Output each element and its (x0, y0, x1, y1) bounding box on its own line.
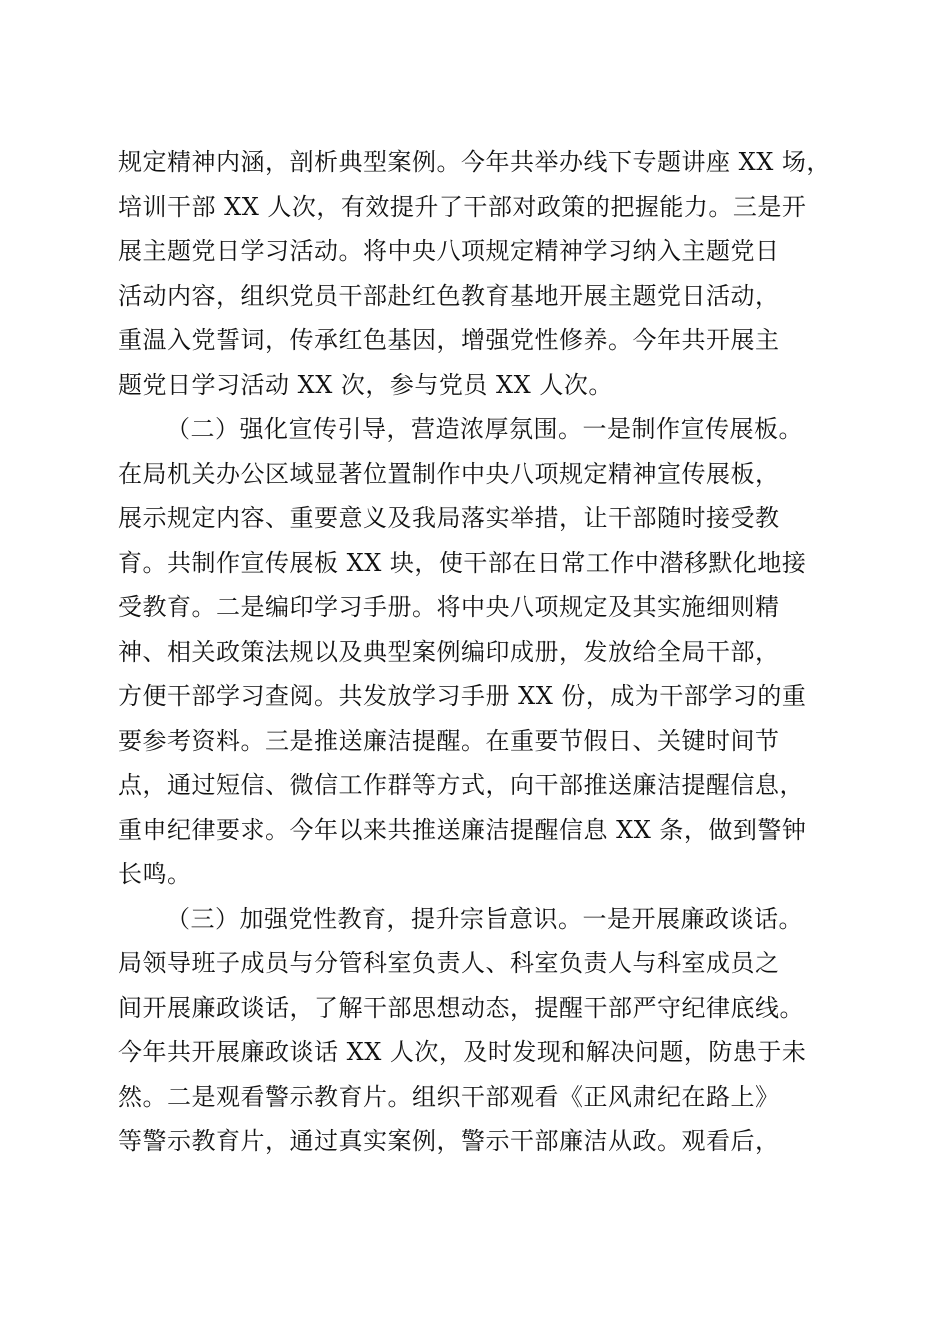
text-line: 题党日学习活动 XX 次，参与党员 XX 人次。 (118, 370, 613, 399)
section-heading-line: （三）加强党性教育，提升宗旨意识。一是开展廉政谈话。 (166, 904, 803, 933)
text-line: 要参考资料。三是推送廉洁提醒。在重要节假日、关键时间节 (118, 726, 780, 755)
text-line: 重温入党誓词，传承红色基因，增强党性修养。今年共开展主 (118, 326, 780, 354)
text-line: 规定精神内涵，剖析典型案例。今年共举办线下专题讲座 XX 场， (118, 148, 831, 176)
text-line: 间开展廉政谈话，了解干部思想动态，提醒干部严守纪律底线。 (118, 993, 804, 1022)
text-line: 神、相关政策法规以及典型案例编印成册，发放给全局干部， (118, 637, 780, 666)
text-line: 局领导班子成员与分管科室负责人、科室负责人与科室成员之 (118, 949, 780, 977)
text-line: 然。二是观看警示教育片。组织干部观看《正风肃纪在路上》 (118, 1082, 780, 1111)
text-line: 今年共开展廉政谈话 XX 人次，及时发现和解决问题，防患于未 (118, 1038, 807, 1066)
text-line: 展示规定内容、重要意义及我局落实举措，让干部随时接受教 (118, 504, 780, 532)
text-line: 展主题党日学习活动。将中央八项规定精神学习纳入主题党日 (118, 237, 780, 265)
text-line: 受教育。二是编印学习手册。将中央八项规定及其实施细则精 (118, 593, 780, 621)
body-text (118, 140, 838, 1164)
section-heading-line: （二）强化宣传引导，营造浓厚氛围。一是制作宣传展板。 (166, 415, 803, 443)
text-line: 等警示教育片，通过真实案例，警示干部廉洁从政。观看后， (118, 1127, 780, 1155)
text-line: 在局机关办公区域显著位置制作中央八项规定精神宣传展板， (118, 459, 780, 488)
text-line: 活动内容，组织党员干部赴红色教育基地开展主题党日活动， (118, 281, 780, 310)
text-line: 育。共制作宣传展板 XX 块，使干部在日常工作中潜移默化地接 (118, 548, 807, 577)
text-line: 点，通过短信、微信工作群等方式，向干部推送廉洁提醒信息， (118, 771, 804, 799)
text-line: 长鸣。 (118, 860, 192, 888)
text-line: 方便干部学习查阅。共发放学习手册 XX 份，成为干部学习的重 (118, 682, 807, 710)
text-line: 重申纪律要求。今年以来共推送廉洁提醒信息 XX 条，做到警钟 (118, 815, 807, 844)
text-line: 培训干部 XX 人次，有效提升了干部对政策的把握能力。三是开 (118, 192, 807, 221)
